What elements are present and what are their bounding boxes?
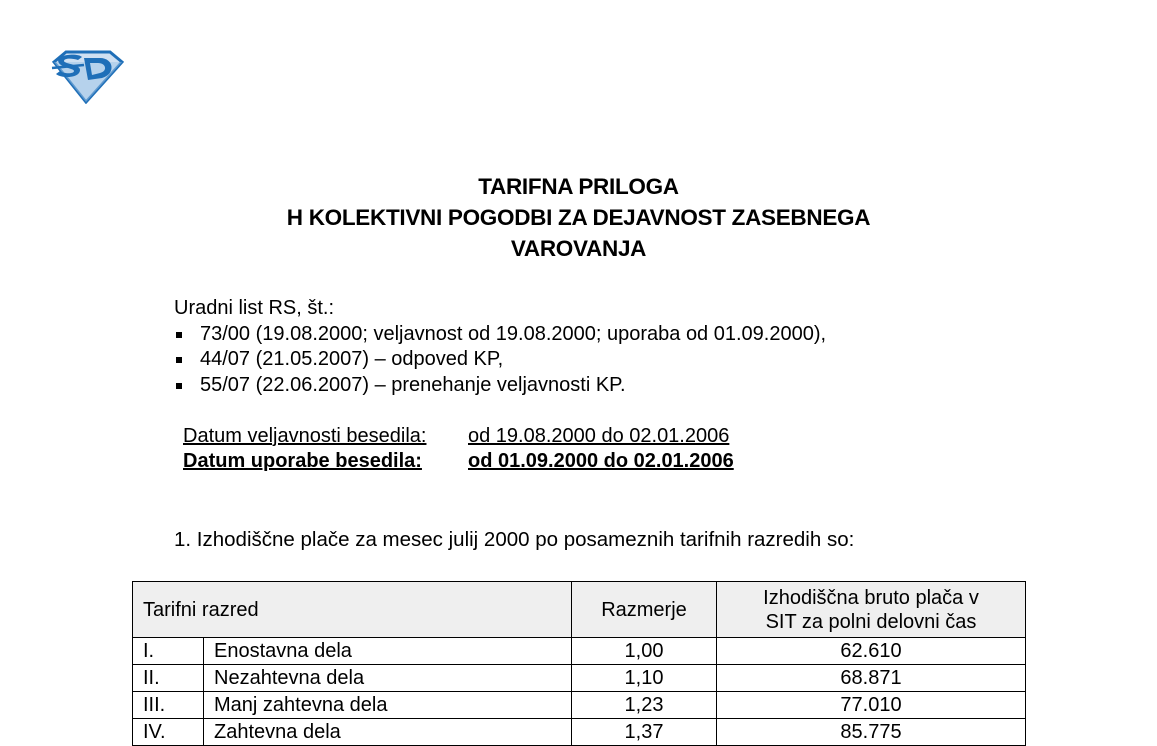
table-header-row (133, 582, 1026, 638)
header-tariff-class: Tarifni razred (133, 582, 572, 638)
square-bullet-icon (176, 357, 182, 363)
salary-value: 68.871 (717, 665, 1026, 692)
square-bullet-icon (176, 332, 182, 338)
square-bullet-icon (176, 383, 182, 389)
class-name: Enostavna dela (204, 638, 572, 665)
salary-value: 62.610 (717, 638, 1026, 665)
class-number: I. (133, 638, 204, 665)
reference-item: 55/07 (22.06.2007) – prenehanje veljavnosti KP. (174, 373, 826, 399)
reference-item: 44/07 (21.05.2007) – odpoved KP, (174, 347, 826, 373)
validity-value: od 19.08.2000 do 02.01.2006 (468, 425, 730, 447)
tariff-table (132, 581, 1026, 746)
table-row (133, 638, 1026, 665)
salary-value: 85.775 (717, 719, 1026, 746)
validity-label: Datum veljavnosti besedila: (183, 425, 427, 447)
table-row (133, 692, 1026, 719)
usage-value: od 01.09.2000 do 02.01.2006 (468, 450, 734, 472)
class-name: Zahtevna dela (204, 719, 572, 746)
sd-logo-icon (48, 48, 124, 104)
class-number: III. (133, 692, 204, 719)
header-ratio: Razmerje (572, 582, 717, 638)
text-dates (183, 424, 734, 474)
ratio-value: 1,23 (572, 692, 717, 719)
class-name: Nezahtevna dela (204, 665, 572, 692)
table-row (133, 665, 1026, 692)
document-title (0, 171, 1157, 264)
header-salary: Izhodiščna bruto plača v SIT za polni delovni čas (717, 582, 1026, 638)
salary-value: 77.010 (717, 692, 1026, 719)
ratio-value: 1,37 (572, 719, 717, 746)
title-line-1: TARIFNA PRILOGA (478, 174, 679, 199)
references-heading: Uradni list RS, št.: (174, 297, 335, 319)
title-line-3: VAROVANJA (510, 236, 647, 261)
table-row (133, 719, 1026, 746)
ratio-value: 1,00 (572, 638, 717, 665)
title-line-2: H KOLEKTIVNI POGODBI ZA DEJAVNOST ZASEBNEGA (286, 205, 871, 230)
usage-date-row (183, 449, 734, 474)
references-list (174, 322, 826, 399)
validity-date-row (183, 424, 734, 449)
reference-item: 73/00 (19.08.2000; veljavnost od 19.08.2000; uporaba od 01.09.2000), (174, 322, 826, 348)
class-name: Manj zahtevna dela (204, 692, 572, 719)
section-intro: 1. Izhodiščne plače za mesec julij 2000 po posameznih tarifnih razredih so: (174, 528, 855, 551)
class-number: II. (133, 665, 204, 692)
class-number: IV. (133, 719, 204, 746)
ratio-value: 1,10 (572, 665, 717, 692)
official-gazette-references (174, 296, 826, 398)
usage-label: Datum uporabe besedila: (183, 450, 422, 472)
